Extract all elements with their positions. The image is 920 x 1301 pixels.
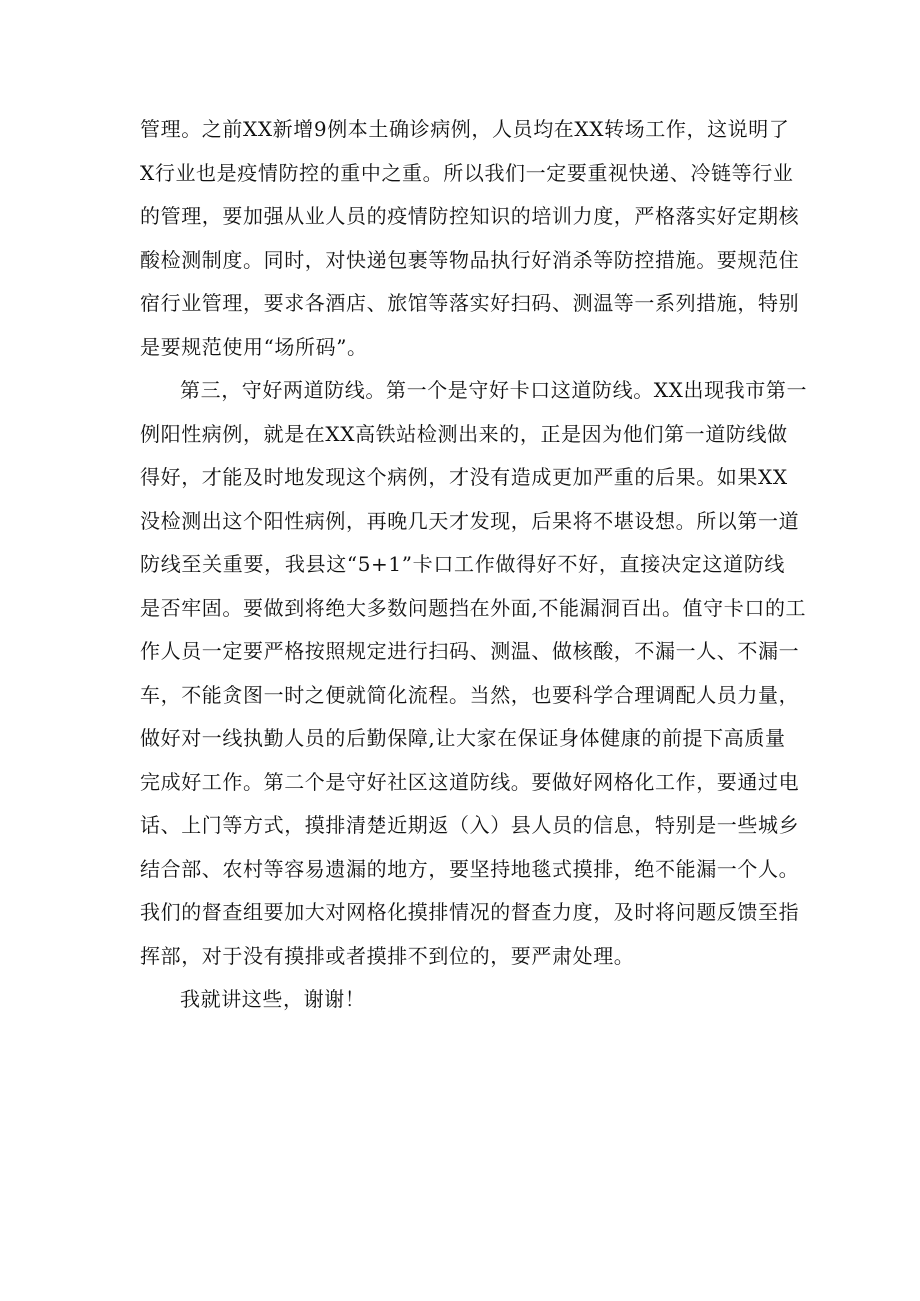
text-line: 得好，才能及时地发现这个病例，才没有造成更加严重的后果。如果XX — [140, 465, 788, 489]
text-line: 酸检测制度。同时，对快递包裹等物品执行好消杀等防控措施。要规范住 — [140, 247, 800, 272]
text-line: 我就讲这些，谢谢！ — [180, 987, 366, 1011]
text-line: 做好对一线执勤人员的后勤保障,让大家在保证身体健康的前提下高质量 — [140, 726, 786, 750]
text-line: 是要规范使用“场所码”。 — [140, 334, 368, 359]
text-line: 防线至关重要，我县这“5+1”卡口工作做得好不好，直接决定这道防线 — [140, 552, 785, 576]
text-line: 完成好工作。第二个是守好社区这道防线。要做好网格化工作，要通过电 — [140, 769, 800, 794]
text-line: 的管理，要加强从业人员的疫情防控知识的培训力度，严格落实好定期核 — [140, 204, 800, 228]
text-line: 管理。之前XX新增9例本土确诊病例，人员均在XX转场工作，这说明了 — [140, 117, 790, 141]
paragraph-2 — [140, 369, 808, 978]
text-line: 挥部，对于没有摸排或者摸排不到位的，要严肃处理。 — [140, 943, 635, 968]
text-line: 结合部、农村等容易遗漏的地方，要坚持地毯式摸排，绝不能漏一个人。 — [140, 856, 800, 881]
document-body — [140, 108, 808, 1022]
text-line: 例阳性病例，就是在XX高铁站检测出来的，正是因为他们第一道防线做 — [140, 421, 788, 446]
text-line: 没检测出这个阳性病例，再晚几天才发现，后果将不堪设想。所以第一道 — [140, 508, 800, 533]
text-line: 话、上门等方式，摸排清楚近期返（入）县人员的信息，特别是一些城乡 — [140, 813, 800, 837]
text-line: 是否牢固。要做到将绝大多数问题挡在外面,不能漏洞百出。值守卡口的工 — [140, 595, 807, 620]
text-line: 宿行业管理，要求各酒店、旅馆等落实好扫码、测温等一系列措施，特别 — [140, 291, 800, 315]
paragraph-3 — [140, 978, 785, 1022]
text-line: 车，不能贪图一时之便就简化流程。当然，也要科学合理调配人员力量， — [140, 682, 800, 707]
text-line: X行业也是疫情防控的重中之重。所以我们一定要重视快递、冷链等行业 — [140, 160, 794, 185]
text-line: 第三，守好两道防线。第一个是守好卡口这道防线。XX出现我市第一 — [180, 378, 808, 402]
text-line: 我们的督查组要加大对网格化摸排情况的督查力度，及时将问题反馈至指 — [140, 900, 800, 924]
text-line: 作人员一定要严格按照规定进行扫码、测温、做核酸，不漏一人、不漏一 — [140, 639, 800, 663]
paragraph-1 — [140, 108, 800, 369]
